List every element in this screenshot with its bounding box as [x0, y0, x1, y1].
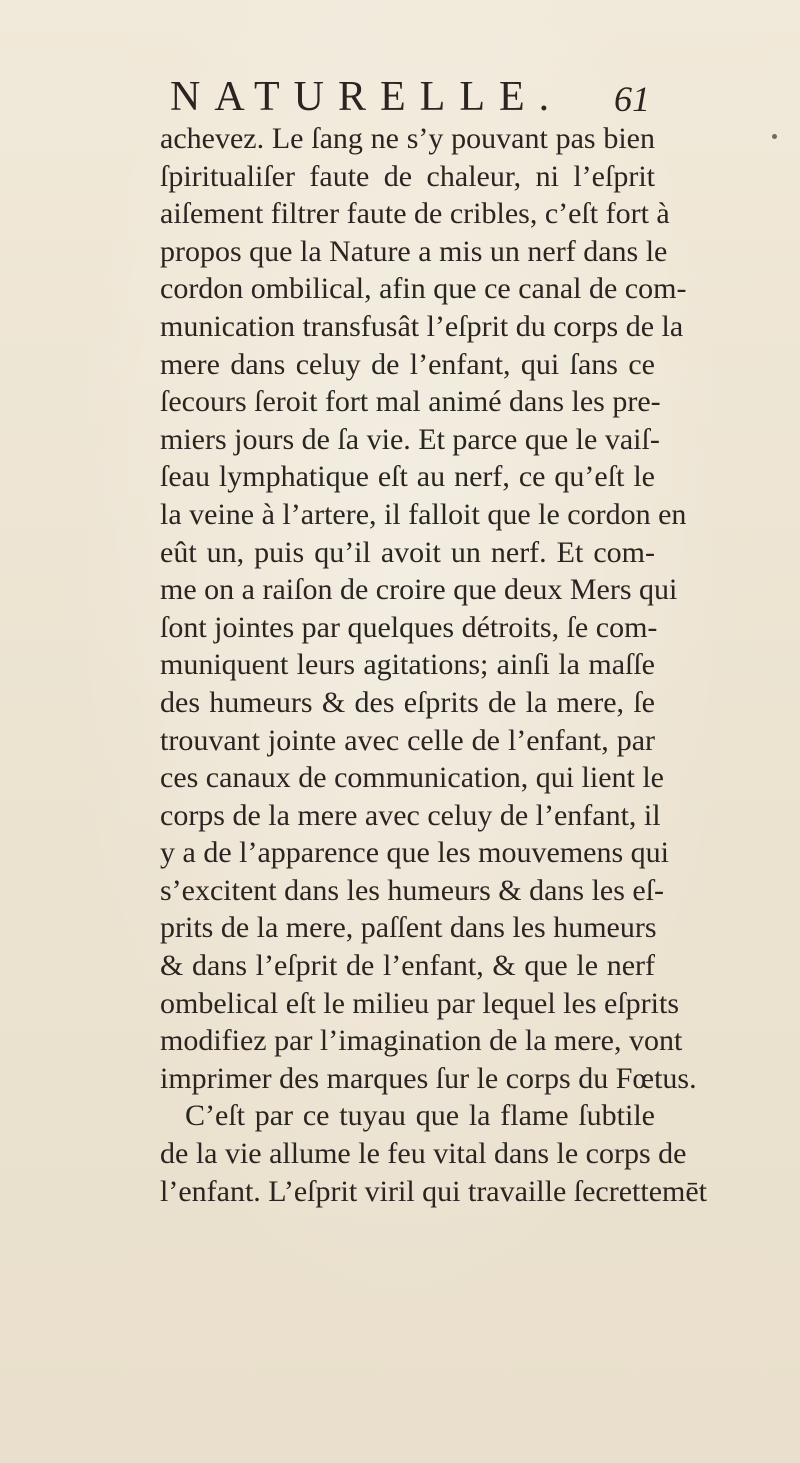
- text-line: ces canaux de communication, qui lient le: [160, 761, 664, 795]
- text-line: ſont jointes par quelques détroits, ſe com-: [160, 610, 658, 644]
- text-line: cordon ombilical, afin que ce canal de com-: [160, 272, 687, 306]
- text-line: la veine à l’artere, il falloit que le cordon en: [160, 497, 687, 531]
- text-line: modifiez par l’imagination de la mere, vont: [160, 1024, 683, 1058]
- text-line: muniquent leurs agitations; ainſi la maſſe: [160, 648, 655, 682]
- text-line: ombelical eſt le milieu par lequel les eſprits: [160, 986, 679, 1020]
- text-line: ſecours ſeroit fort mal animé dans les pre-: [160, 385, 661, 419]
- text-line: y a de l’apparence que les mouvemens qui: [160, 836, 669, 870]
- text-line: de la vie allume le feu vital dans le corps de: [160, 1137, 687, 1171]
- text-line: propos que la Nature a mis un nerf dans le: [160, 234, 668, 268]
- text-line: & dans l’eſprit de l’enfant, & que le nerf: [160, 949, 655, 983]
- page-number: 61: [614, 79, 650, 119]
- running-head: NATURELLE.: [170, 74, 564, 120]
- text-line: l’enfant. L’eſprit viril qui travaille ſecrettemēt: [160, 1174, 708, 1208]
- text-line: mere dans celuy de l’enfant, qui ſans ce: [160, 347, 655, 381]
- text-line: eût un, puis qu’il avoit un nerf. Et com-: [160, 535, 655, 569]
- text-line: ſpiritualiſer faute de chaleur, ni l’eſprit: [160, 159, 655, 193]
- body-text: [160, 120, 708, 1210]
- text-line: corps de la mere avec celuy de l’enfant, il: [160, 798, 661, 832]
- text-line: ſeau lymphatique eſt au nerf, ce qu’eſt le: [160, 460, 655, 494]
- text-line: me on a raiſon de croire que deux Mers qui: [160, 573, 678, 607]
- text-line: munication transfusât l’eſprit du corps de la: [160, 309, 684, 343]
- text-line: des humeurs & des eſprits de la mere, ſe: [160, 685, 655, 719]
- ink-speck: [772, 134, 777, 139]
- text-line: achevez. Le ſang ne s’y pouvant pas bien: [160, 122, 655, 155]
- text-line: trouvant jointe avec celle de l’enfant, par: [160, 723, 655, 757]
- text-line: miers jours de ſa vie. Et parce que le vaiſ-: [160, 422, 660, 456]
- text-line: prits de la mere, paſſent dans les humeurs: [160, 911, 657, 945]
- text-line: aiſement filtrer faute de cribles, c’eſt fort à: [160, 197, 670, 231]
- text-line: C’eſt par ce tuyau que la flame ſubtile: [185, 1099, 655, 1133]
- text-line: s’excitent dans les humeurs & dans les eſ-: [160, 873, 665, 907]
- text-line: imprimer des marques ſur le corps du Fœtus.: [160, 1061, 697, 1095]
